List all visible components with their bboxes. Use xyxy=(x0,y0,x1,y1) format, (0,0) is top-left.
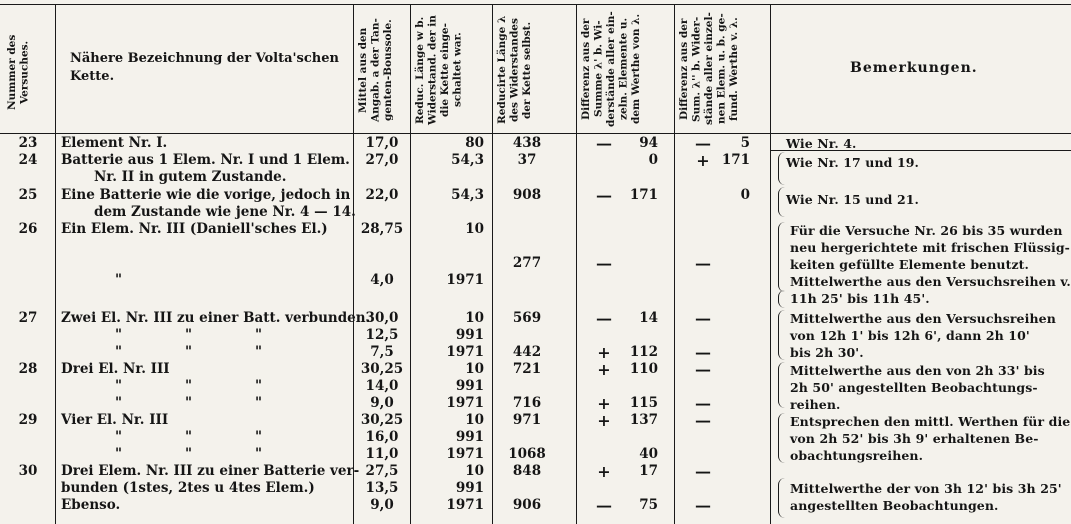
galvanometer-value: 17,0 xyxy=(365,135,399,151)
header-difference-2: Differenz aus der Sum. λ'' b. Wider-stände aller einzel-nen Elem. u. b. ge-fund. Werthe v. λ. xyxy=(678,12,740,126)
resistance-value: 54,3 xyxy=(451,187,484,203)
difference-2-value: 0 xyxy=(740,187,750,203)
description-line: Batterie aus 1 Elem. Nr. I und 1 Elem. xyxy=(61,152,350,168)
remark-line: Mittelwerthe aus den Versuchsreihen xyxy=(790,311,1056,326)
ditto-mark: " xyxy=(255,446,263,462)
lambda-value: 906 xyxy=(512,497,542,513)
ditto-mark: " xyxy=(115,446,123,462)
sign-2: — xyxy=(695,254,711,273)
lambda-value: 569 xyxy=(512,310,542,326)
row-number: 29 xyxy=(18,412,38,428)
sign-2: — xyxy=(695,394,711,413)
col-rule xyxy=(674,4,675,524)
galvanometer-value: 9,0 xyxy=(370,395,394,411)
ditto-mark: " xyxy=(115,429,123,445)
difference-1-value: 110 xyxy=(629,361,658,377)
description-line: Zwei El. Nr. III zu einer Batt. verbunden. xyxy=(61,310,371,326)
remark-line: Mittelwerthe aus den von 2h 33' bis xyxy=(790,363,1045,378)
difference-2-value: 5 xyxy=(740,135,750,151)
sign-2: — xyxy=(695,309,711,328)
sign-1: — xyxy=(596,309,612,328)
ditto-mark: " xyxy=(255,429,263,445)
grouping-brace xyxy=(778,290,785,308)
ditto-mark: " xyxy=(255,327,263,343)
difference-1-value: 115 xyxy=(629,395,658,411)
header-difference-1: Differenz aus der Summe λ' b. Wi-derstände aller ein-zeln. Elemente u. dem Werthe von λ. xyxy=(580,11,642,127)
galvanometer-value: 12,5 xyxy=(365,327,399,343)
ditto-mark: " xyxy=(115,344,123,360)
remark-line: neu hergerichtete mit frischen Flüssig- xyxy=(790,240,1070,255)
sign-2: — xyxy=(695,496,711,515)
sign-2: — xyxy=(695,462,711,481)
remark-line: Mittelwerthe der von 3h 12' bis 3h 25' xyxy=(790,481,1062,496)
ditto-mark: " xyxy=(115,378,123,394)
resistance-value: 1971 xyxy=(446,344,484,360)
ditto-mark: " xyxy=(115,327,123,343)
header-reduced-length-lambda: Reducirte Länge λ des Widerstandes der Kette selbst. xyxy=(496,15,533,125)
row-remark: Wie Nr. 4. xyxy=(786,136,857,151)
remark-line: angestellten Beobachtungen. xyxy=(790,498,999,513)
lambda-value: 716 xyxy=(512,395,542,411)
resistance-value: 10 xyxy=(465,310,484,326)
sign-2: — xyxy=(695,134,711,153)
galvanometer-value: 30,0 xyxy=(365,310,399,326)
header-number: Nummer des Versuches. xyxy=(6,34,31,110)
sign-1: + xyxy=(597,462,611,481)
galvanometer-value: 13,5 xyxy=(365,480,399,496)
galvanometer-value: 9,0 xyxy=(370,497,394,513)
difference-1-value: 75 xyxy=(639,497,658,513)
galvanometer-value: 30,25 xyxy=(360,361,404,377)
remark-line: von 2h 52' bis 3h 9' erhaltenen Be- xyxy=(790,431,1039,446)
row-number: 23 xyxy=(18,135,38,151)
difference-1-value: 17 xyxy=(639,463,658,479)
grouping-brace xyxy=(778,152,785,185)
galvanometer-value: 27,5 xyxy=(365,463,399,479)
sign-2: — xyxy=(695,343,711,362)
ditto-mark: " xyxy=(255,344,263,360)
sign-2: — xyxy=(695,360,711,379)
resistance-value: 80 xyxy=(465,135,484,151)
lambda-value: 848 xyxy=(512,463,542,479)
col-rule xyxy=(55,4,56,524)
description-line: Element Nr. I. xyxy=(61,135,168,151)
lambda-value: 1068 xyxy=(508,446,546,462)
remark-line: obachtungsreihen. xyxy=(790,448,924,463)
row-number: 26 xyxy=(18,221,38,237)
galvanometer-value: 4,0 xyxy=(370,272,394,288)
remark-line: reihen. xyxy=(790,397,841,412)
resistance-value: 10 xyxy=(465,221,484,237)
difference-1-value: 0 xyxy=(648,152,658,168)
description-line: Ebenso. xyxy=(61,497,121,513)
grouping-brace xyxy=(778,310,785,360)
col-rule xyxy=(410,4,411,524)
col-rule xyxy=(492,4,493,524)
galvanometer-value: 22,0 xyxy=(365,187,399,203)
sign-1: + xyxy=(597,343,611,362)
row-number: 25 xyxy=(18,187,38,203)
lambda-value: 277 xyxy=(512,255,542,271)
galvanometer-value: 27,0 xyxy=(365,152,399,168)
lambda-value: 438 xyxy=(512,135,542,151)
resistance-value: 1971 xyxy=(446,272,484,288)
ditto-mark: " xyxy=(185,395,193,411)
remark-rule xyxy=(770,150,1071,151)
resistance-value: 1971 xyxy=(446,446,484,462)
description-line: dem Zustande wie jene Nr. 4 — 14. xyxy=(94,204,356,220)
resistance-value: 54,3 xyxy=(451,152,484,168)
grouping-brace xyxy=(778,362,785,408)
sign-1: — xyxy=(596,254,612,273)
col-rule xyxy=(353,4,354,524)
lambda-value: 442 xyxy=(512,344,542,360)
remark-line: 2h 50' angestellten Beobachtungs- xyxy=(790,380,1038,395)
remark-line: Entsprechen den mittl. Werthen für die xyxy=(790,414,1071,429)
difference-1-value: 112 xyxy=(629,344,658,360)
difference-1-value: 94 xyxy=(639,135,658,151)
grouping-brace xyxy=(778,478,785,518)
ditto-mark: " xyxy=(115,272,123,288)
row-number: 30 xyxy=(18,463,38,479)
ditto-mark: " xyxy=(185,429,193,445)
galvanometer-value: 14,0 xyxy=(365,378,399,394)
remark-line: 11h 25' bis 11h 45'. xyxy=(790,291,930,306)
resistance-value: 10 xyxy=(465,412,484,428)
sign-1: — xyxy=(596,496,612,515)
grouping-brace xyxy=(778,187,785,217)
row-number: 27 xyxy=(18,310,38,326)
grouping-brace xyxy=(778,222,785,292)
difference-1-value: 137 xyxy=(629,412,658,428)
resistance-value: 991 xyxy=(455,480,484,496)
row-remark: Wie Nr. 17 und 19. xyxy=(786,155,920,170)
galvanometer-value: 11,0 xyxy=(365,446,399,462)
description-line: Eine Batterie wie die vorige, jedoch in xyxy=(61,187,351,203)
resistance-value: 991 xyxy=(455,327,484,343)
galvanometer-value: 30,25 xyxy=(360,412,404,428)
ditto-mark: " xyxy=(185,344,193,360)
resistance-value: 1971 xyxy=(446,395,484,411)
ditto-mark: " xyxy=(255,378,263,394)
col-rule xyxy=(576,4,577,524)
description-line: bunden (1stes, 2tes u 4tes Elem.) xyxy=(61,480,315,496)
galvanometer-value: 7,5 xyxy=(370,344,394,360)
lambda-value: 971 xyxy=(512,412,542,428)
ditto-mark: " xyxy=(255,395,263,411)
description-line: Nr. II in gutem Zustande. xyxy=(94,169,287,185)
galvanometer-value: 28,75 xyxy=(360,221,404,237)
header-galvanometer: Mittel aus den Angab. a der Tan-genten-Boussole. xyxy=(357,18,394,122)
header-reduced-length-w: Reduc. Länge w b. Widerstand. der in die Kette einge-schaltet war. xyxy=(414,15,464,125)
description-line: Drei Elem. Nr. III zu einer Batterie ver- xyxy=(61,463,360,479)
grouping-brace xyxy=(778,413,785,463)
sign-1: — xyxy=(596,186,612,205)
lambda-value: 37 xyxy=(517,152,537,168)
header-rule xyxy=(0,133,1071,134)
lambda-value: 721 xyxy=(512,361,542,377)
header-remarks: Bemerkungen. xyxy=(850,60,978,76)
description-line: Vier El. Nr. III xyxy=(61,412,169,428)
sign-1: + xyxy=(597,411,611,430)
difference-1-value: 171 xyxy=(629,187,658,203)
remark-line: Mittelwerthe aus den Versuchsreihen v. xyxy=(790,274,1071,289)
sign-1: + xyxy=(597,360,611,379)
ditto-mark: " xyxy=(185,378,193,394)
resistance-value: 991 xyxy=(455,429,484,445)
lambda-value: 908 xyxy=(512,187,542,203)
resistance-value: 10 xyxy=(465,463,484,479)
remark-line: Für die Versuche Nr. 26 bis 35 wurden xyxy=(790,223,1063,238)
row-number: 28 xyxy=(18,361,38,377)
sign-1: + xyxy=(597,394,611,413)
ditto-mark: " xyxy=(185,327,193,343)
sign-2: — xyxy=(695,411,711,430)
col-rule xyxy=(770,4,771,524)
sign-1: — xyxy=(596,134,612,153)
sign-2: + xyxy=(696,151,710,170)
resistance-value: 1971 xyxy=(446,497,484,513)
difference-1-value: 40 xyxy=(639,446,658,462)
remark-line: bis 2h 30'. xyxy=(790,345,864,360)
remark-line: von 12h 1' bis 12h 6', dann 2h 10' xyxy=(790,328,1030,343)
description-line: Ein Elem. Nr. III (Daniell'sches El.) xyxy=(61,221,328,237)
top-rule xyxy=(0,4,1071,5)
ditto-mark: " xyxy=(185,446,193,462)
difference-1-value: 14 xyxy=(639,310,658,326)
description-line: Drei El. Nr. III xyxy=(61,361,170,377)
ditto-mark: " xyxy=(115,395,123,411)
row-number: 24 xyxy=(18,152,38,168)
resistance-value: 10 xyxy=(465,361,484,377)
remark-line: keiten gefüllte Elemente benutzt. xyxy=(790,257,1030,272)
galvanometer-value: 16,0 xyxy=(365,429,399,445)
resistance-value: 991 xyxy=(455,378,484,394)
difference-2-value: 171 xyxy=(721,152,750,168)
row-remark: Wie Nr. 15 und 21. xyxy=(786,192,920,207)
header-description: Nähere Bezeichnung der Volta'schen Kette. xyxy=(70,51,339,84)
